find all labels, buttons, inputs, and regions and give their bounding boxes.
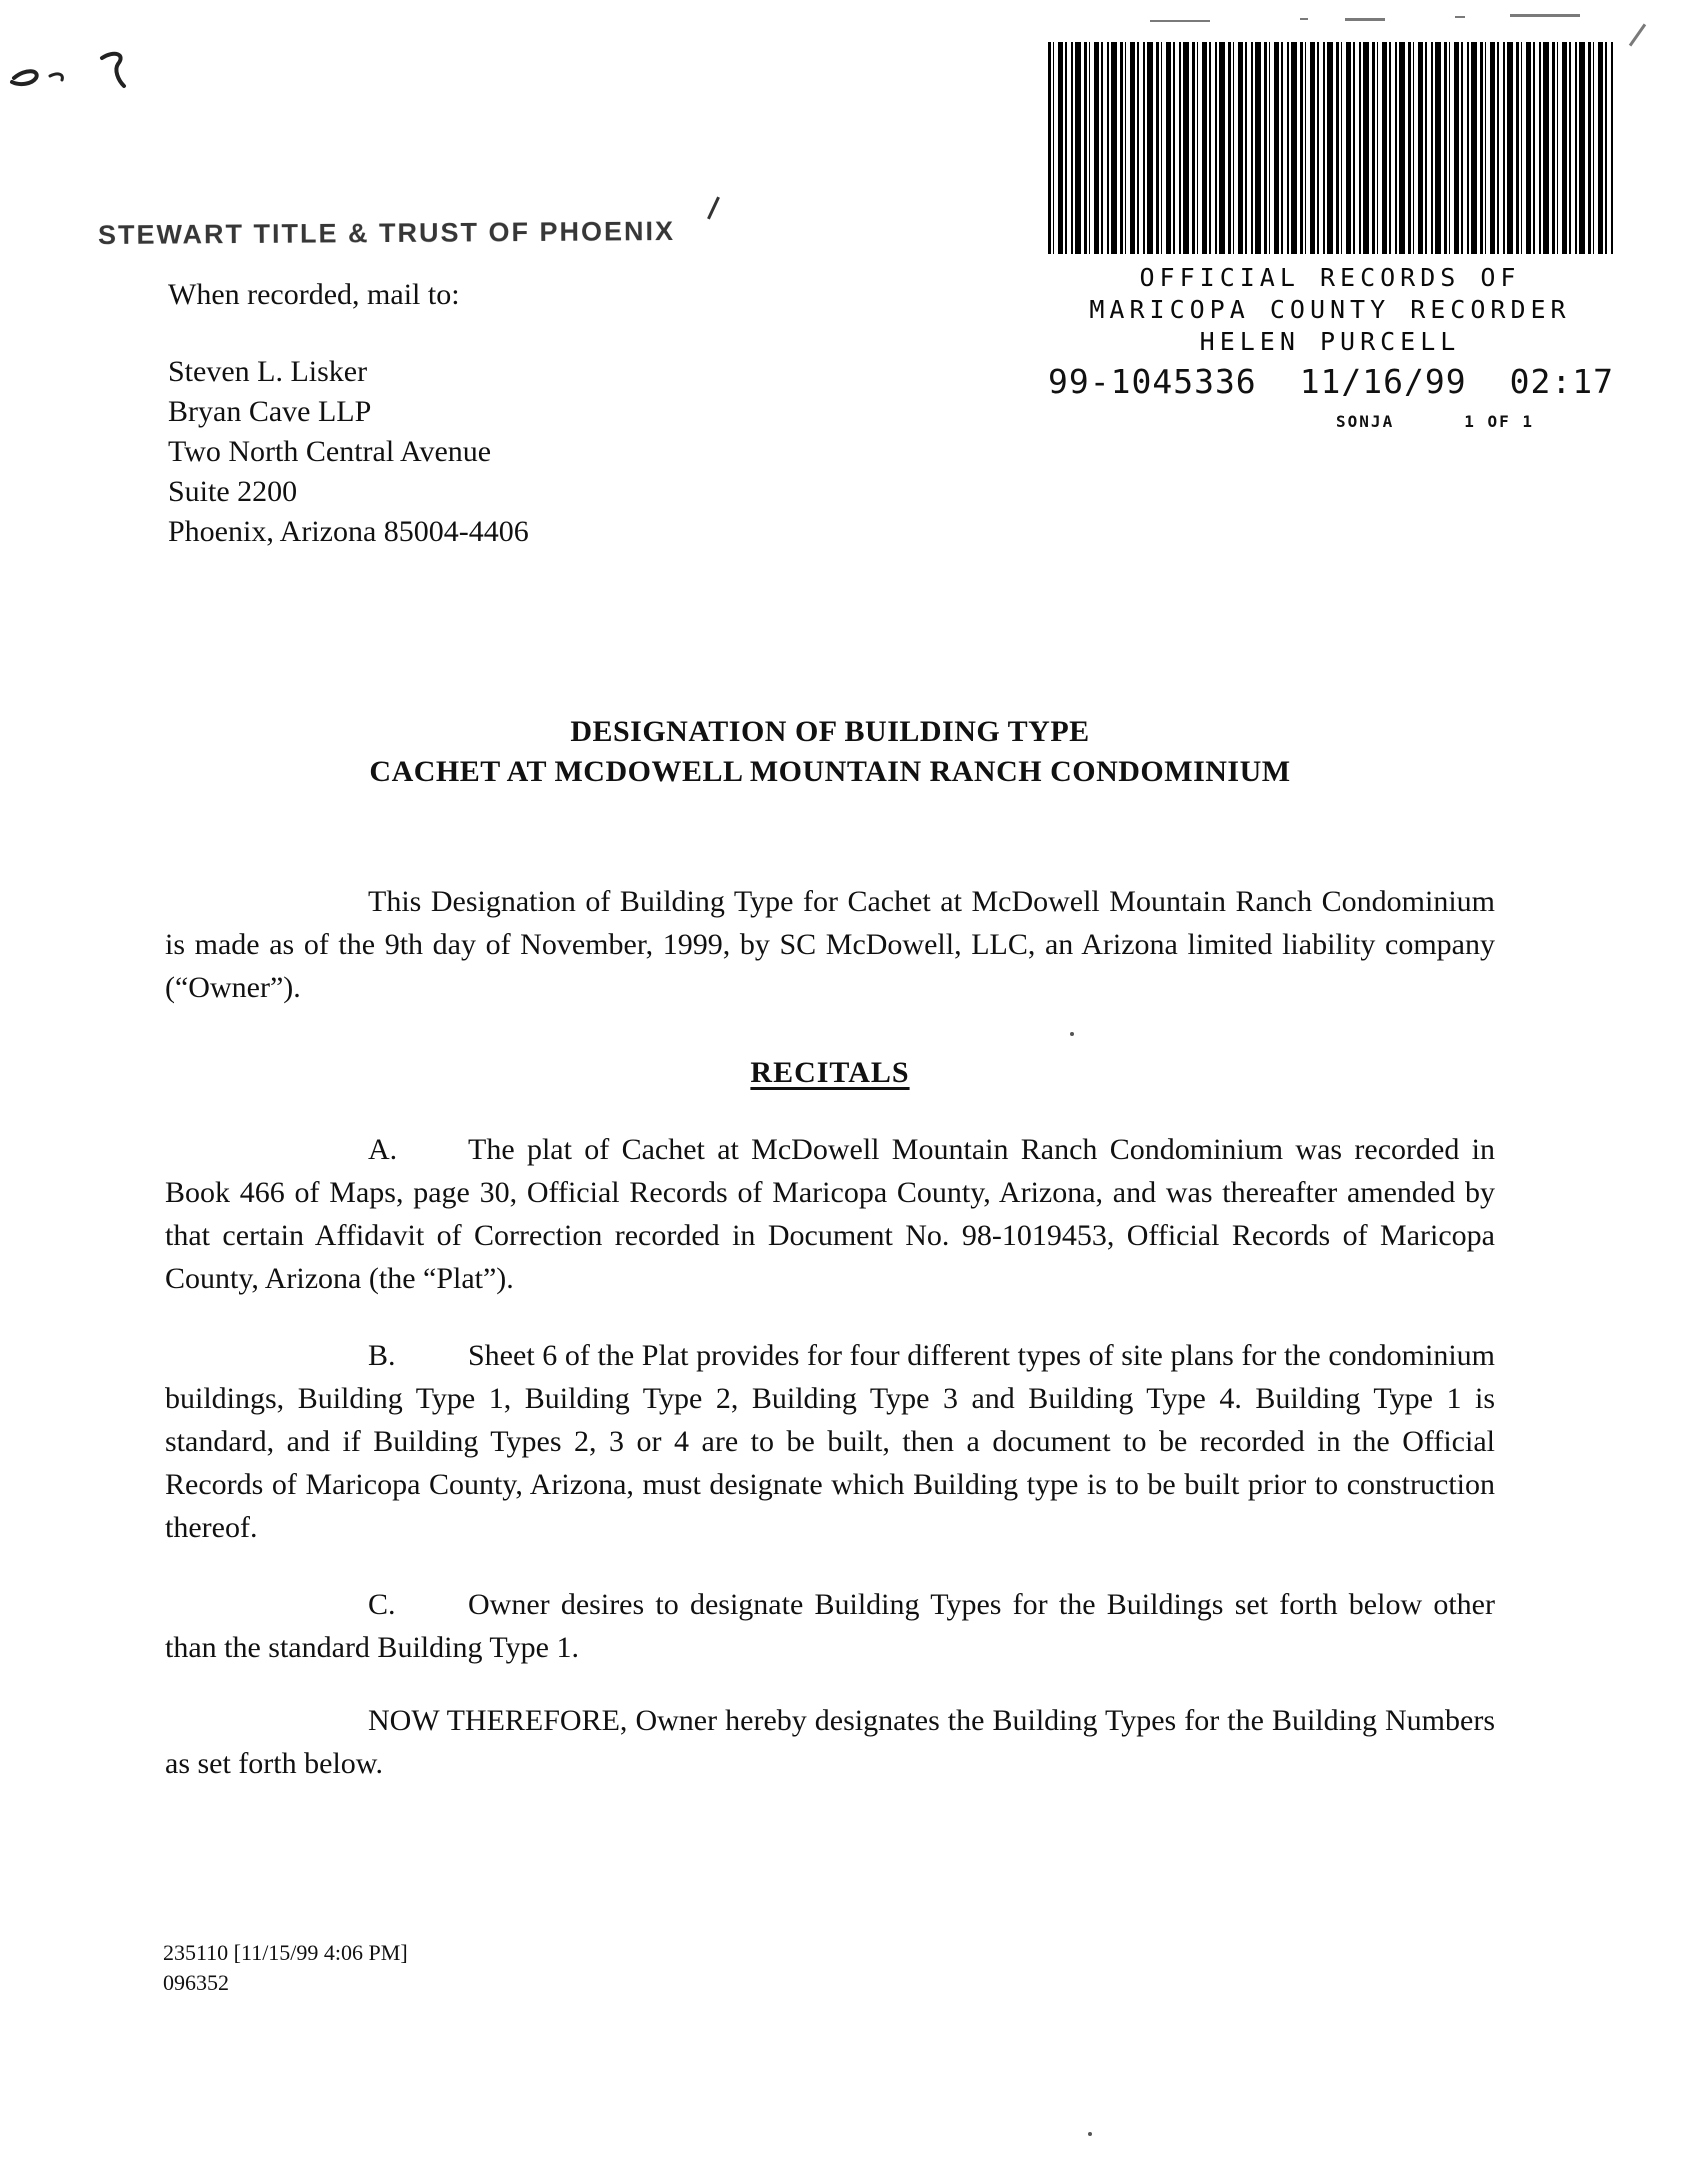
paragraph-text: The plat of Cachet at McDowell Mountain Ranch Condominium was recorded in Book 466 of Maps, page 30, Official Records of Maricopa County, Arizona, and was thereafter amended by that certain Affidavit of Correction recorded in Document No. 98-1019453, Official Records of Maricopa County, Arizona (the “Plat”). bbox=[165, 1133, 1495, 1295]
mailing-address-block bbox=[168, 352, 529, 552]
document-title-line2: CACHET AT MCDOWELL MOUNTAIN RANCH CONDOMINIUM bbox=[369, 755, 1291, 788]
scan-artifact bbox=[1300, 18, 1308, 20]
document-body bbox=[165, 712, 1495, 1785]
title-company-stamp: STEWART TITLE & TRUST OF PHOENIX bbox=[97, 215, 676, 251]
scan-artifact bbox=[1629, 23, 1646, 46]
recital-paragraph-a bbox=[165, 1128, 1495, 1300]
page-count: 1 OF 1 bbox=[1464, 412, 1534, 431]
recitals-heading: RECITALS bbox=[750, 1056, 910, 1089]
recorder-line: HELEN PURCELL bbox=[1199, 327, 1461, 356]
recorded-date: 11/16/99 bbox=[1299, 362, 1467, 401]
mail-to-label: When recorded, mail to: bbox=[168, 278, 460, 311]
document-number: 99-1045336 bbox=[1048, 362, 1257, 401]
footer-reference: 235110 [11/15/99 4:06 PM] bbox=[163, 1940, 408, 1965]
recorder-line: OFFICIAL RECORDS OF bbox=[1139, 263, 1521, 292]
mailing-address-line: Bryan Cave LLP bbox=[168, 395, 372, 428]
recital-paragraph-c bbox=[165, 1583, 1495, 1669]
barcode bbox=[1048, 42, 1614, 254]
recorder-stamp bbox=[1000, 262, 1660, 358]
clerk-name: SONJA bbox=[1336, 412, 1395, 431]
intro-paragraph: This Designation of Building Type for Cachet at McDowell Mountain Ranch Condominium is made as of the 9th day of November, 1999, by SC McDowell, LLC, an Arizona limited liability company (“Owner”). bbox=[165, 885, 1495, 1004]
closing-paragraph: NOW THEREFORE, Owner hereby designates the Building Types for the Building Numbers as set forth below. bbox=[165, 1704, 1495, 1780]
paragraph-label: A. bbox=[368, 1133, 398, 1166]
document-footer bbox=[163, 1938, 408, 1998]
document-title bbox=[165, 712, 1495, 792]
recorder-number-row bbox=[1048, 362, 1614, 401]
paragraph-text: Sheet 6 of the Plat provides for four different types of site plans for the condominium buildings, Building Type 1, Building Type 2, Building Type 3 and Building Type 4. Building Type 1 is standard, and if Building Types 2, 3 or 4 are to be built, then a document to be recorded in the Official Records of Maricopa County, Arizona, must designate which Building type is to be built prior to construction thereof. bbox=[165, 1339, 1495, 1544]
recorder-clerk-row bbox=[1048, 412, 1614, 431]
paragraph-label: C. bbox=[368, 1588, 396, 1621]
handwritten-mark bbox=[6, 40, 146, 110]
mailing-address-line: Two North Central Avenue bbox=[168, 435, 492, 468]
recital-paragraph-b bbox=[165, 1334, 1495, 1549]
mailing-address-line: Steven L. Lisker bbox=[168, 355, 368, 388]
scan-artifact bbox=[1150, 20, 1210, 22]
paragraph-text: Owner desires to designate Building Types for the Buildings set forth below other than the standard Building Type 1. bbox=[165, 1588, 1495, 1664]
scan-artifact bbox=[1345, 18, 1385, 21]
scan-artifact bbox=[1455, 16, 1465, 18]
scan-artifact bbox=[707, 196, 720, 219]
document-title-line1: DESIGNATION OF BUILDING TYPE bbox=[570, 715, 1090, 748]
mailing-address-line: Phoenix, Arizona 85004-4406 bbox=[168, 515, 529, 548]
mailing-address-line: Suite 2200 bbox=[168, 475, 298, 508]
scan-artifact bbox=[1088, 2132, 1092, 2136]
paragraph-label: B. bbox=[368, 1339, 396, 1372]
scan-artifact bbox=[1510, 14, 1580, 17]
footer-file-number: 096352 bbox=[163, 1970, 229, 1995]
recorded-time: 02:17 bbox=[1509, 362, 1614, 401]
recorder-line: MARICOPA COUNTY RECORDER bbox=[1089, 295, 1571, 324]
